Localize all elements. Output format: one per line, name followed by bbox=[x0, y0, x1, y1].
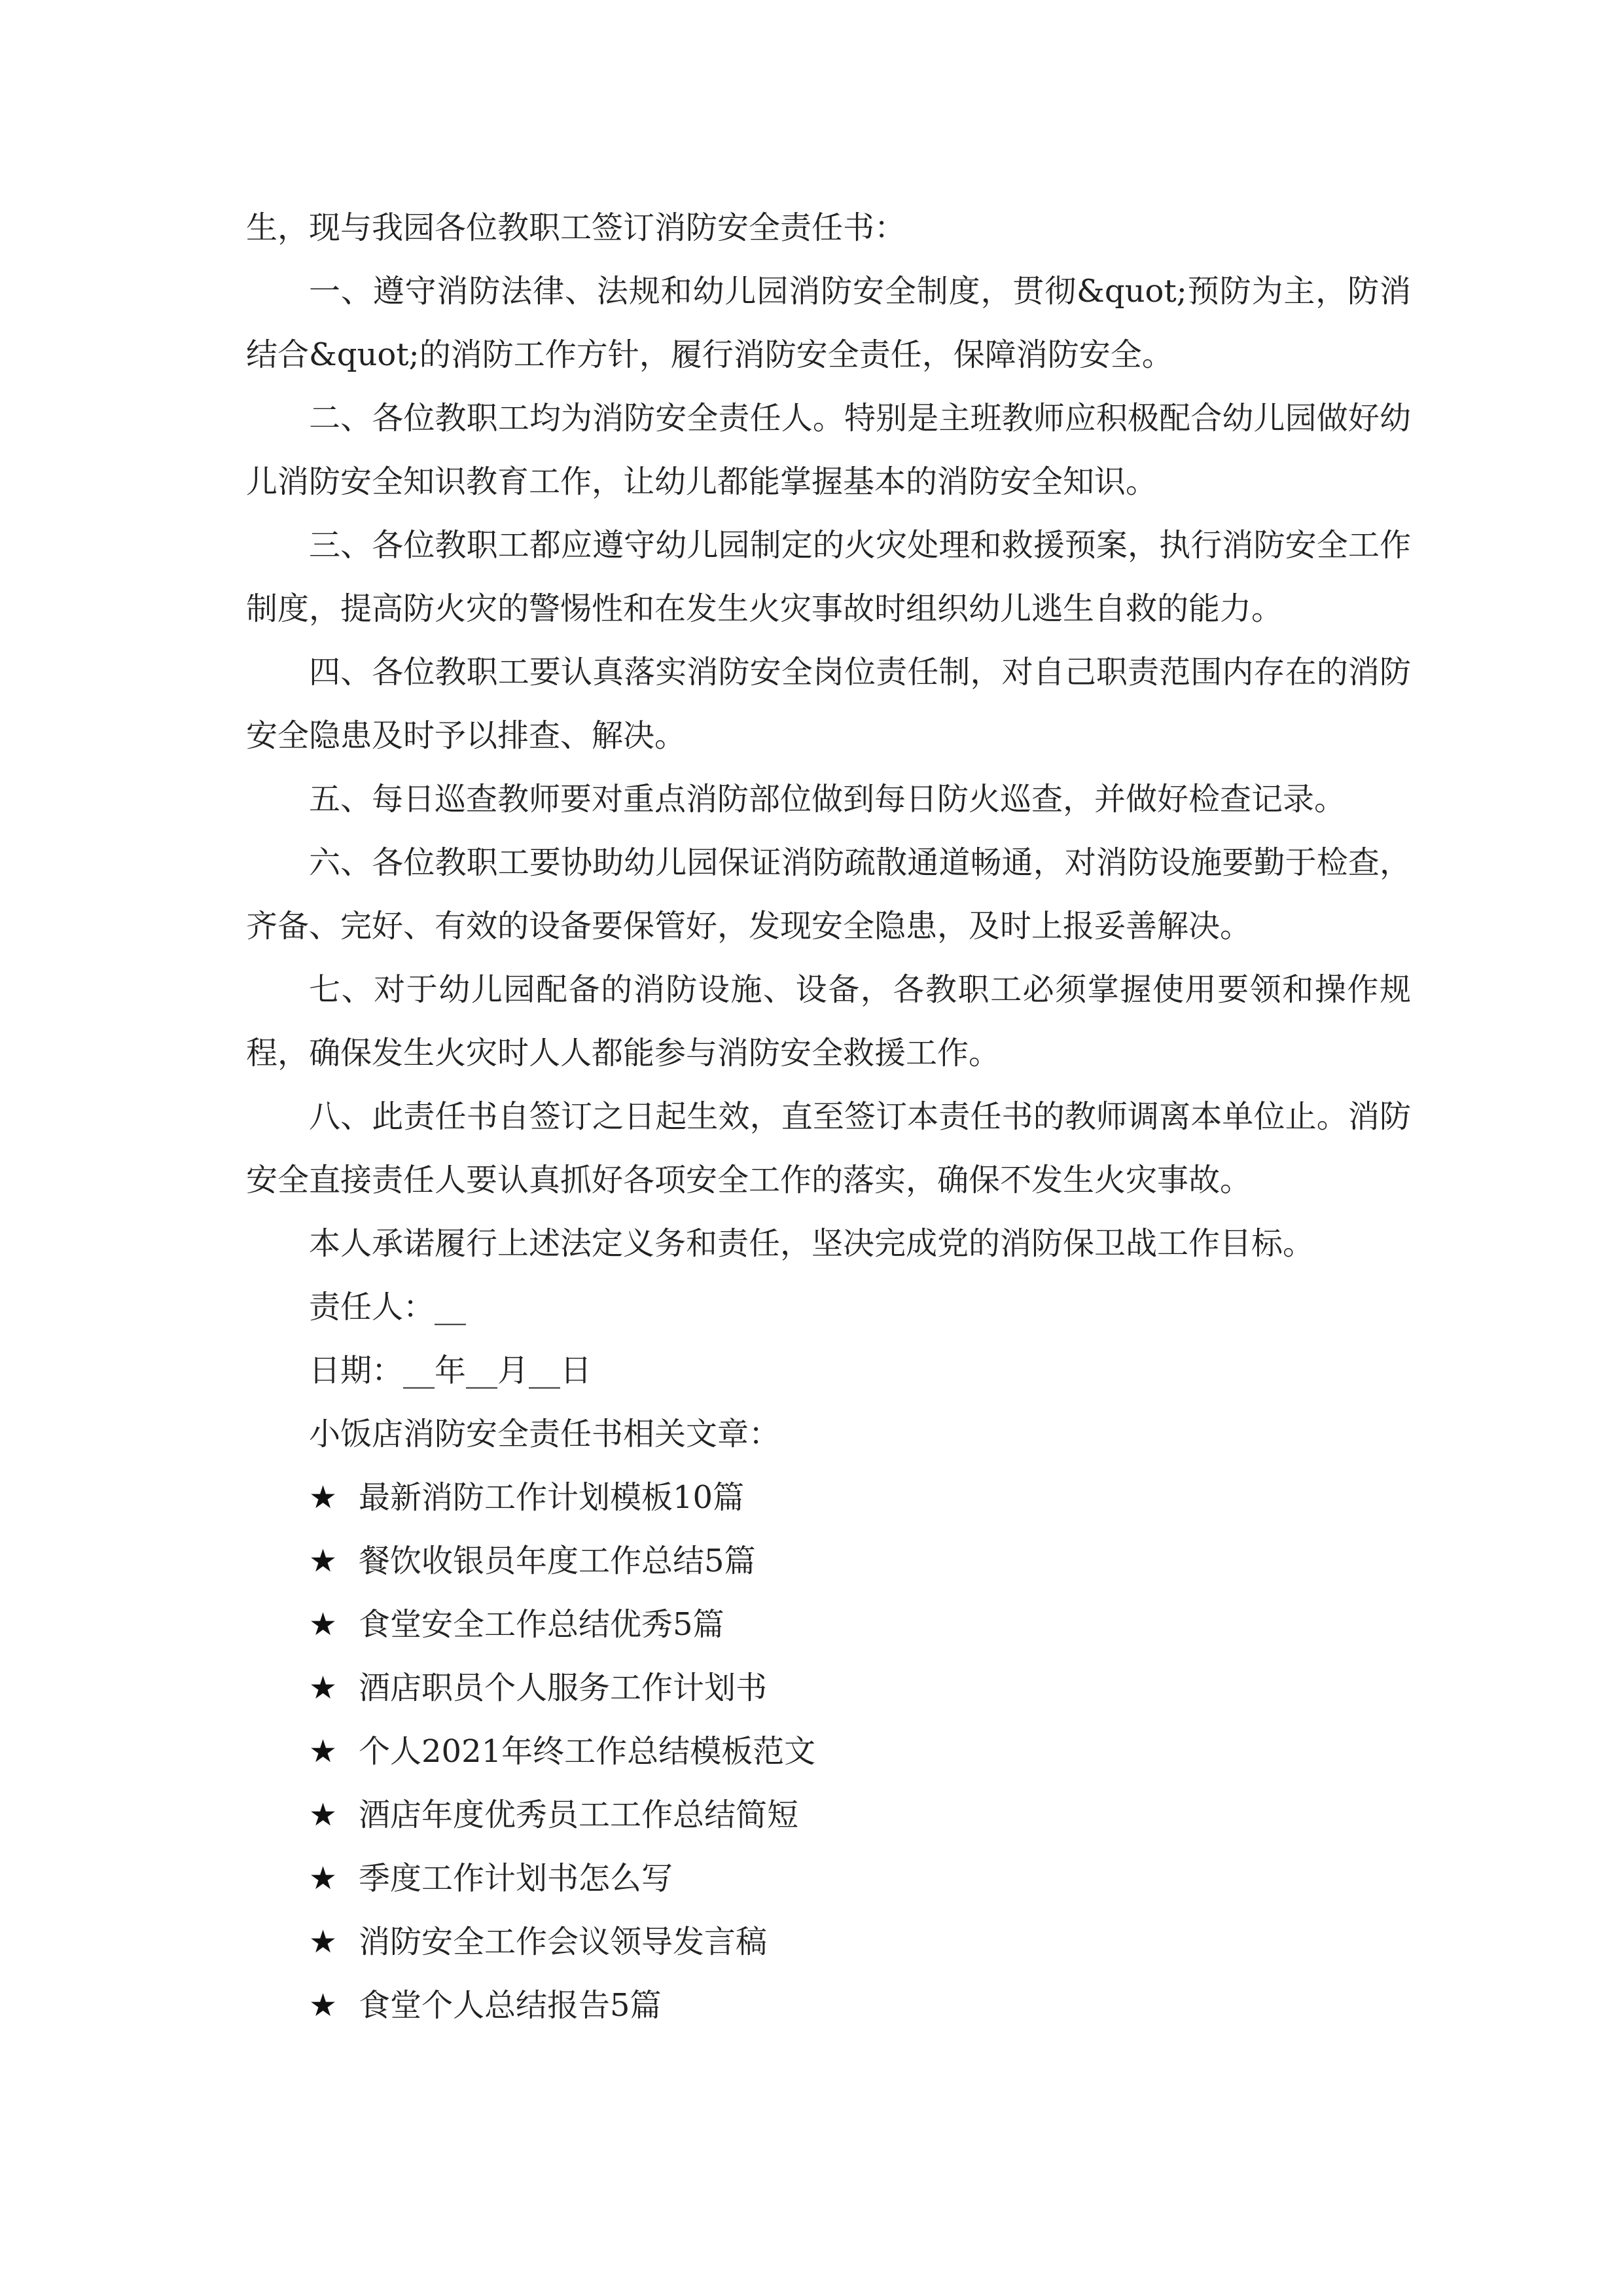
related-item[interactable] bbox=[246, 1657, 1411, 1720]
related-item[interactable] bbox=[246, 1974, 1411, 2037]
related-item[interactable] bbox=[246, 1466, 1411, 1530]
document-body bbox=[246, 196, 1411, 2037]
related-item[interactable] bbox=[246, 1720, 1411, 1784]
star-icon: ★ bbox=[309, 1670, 338, 1706]
clause-1: 一、遵守消防法律、法规和幼儿园消防安全制度，贯彻&quot;预防为主，防消结合&quot;的消防工作方针，履行消防安全责任，保障消防安全。 bbox=[246, 273, 1411, 373]
star-icon: ★ bbox=[309, 1797, 338, 1833]
clause-2: 二、各位教职工均为消防安全责任人。特别是主班教师应积极配合幼儿园做好幼儿消防安全知识教育工作，让幼儿都能掌握基本的消防安全知识。 bbox=[246, 400, 1411, 500]
related-item-title: 食堂安全工作总结优秀5篇 bbox=[359, 1606, 724, 1643]
related-list bbox=[246, 1466, 1411, 2037]
related-item-title: 季度工作计划书怎么写 bbox=[359, 1860, 673, 1897]
star-icon: ★ bbox=[309, 1733, 338, 1770]
commitment-statement: 本人承诺履行上述法定义务和责任，坚决完成党的消防保卫战工作目标。 bbox=[309, 1225, 1315, 1262]
related-item[interactable] bbox=[246, 1593, 1411, 1657]
related-item-title: 酒店年度优秀员工工作总结简短 bbox=[359, 1797, 799, 1833]
related-item-title: 个人2021年终工作总结模板范文 bbox=[359, 1733, 816, 1770]
clause-5: 五、每日巡查教师要对重点消防部位做到每日防火巡查，并做好检查记录。 bbox=[309, 781, 1346, 817]
star-icon: ★ bbox=[309, 1606, 338, 1643]
star-icon: ★ bbox=[309, 1860, 338, 1897]
related-item-title: 酒店职员个人服务工作计划书 bbox=[359, 1670, 768, 1706]
clause-3: 三、各位教职工都应遵守幼儿园制定的火灾处理和救援预案，执行消防安全工作制度，提高防火灾的警惕性和在发生火灾事故时组织幼儿逃生自救的能力。 bbox=[246, 527, 1411, 627]
star-icon: ★ bbox=[309, 1987, 338, 2024]
star-icon: ★ bbox=[309, 1479, 338, 1516]
signer-line: 责任人：__ bbox=[309, 1289, 467, 1325]
related-heading: 小饭店消防安全责任书相关文章： bbox=[309, 1416, 781, 1452]
related-item[interactable] bbox=[246, 1530, 1411, 1593]
related-item[interactable] bbox=[246, 1910, 1411, 1974]
clause-6: 六、各位教职工要协助幼儿园保证消防疏散通道畅通，对消防设施要勤于检查，齐备、完好、有效的设备要保管好，发现安全隐患，及时上报妥善解决。 bbox=[246, 844, 1411, 944]
related-item-title: 最新消防工作计划模板10篇 bbox=[359, 1479, 745, 1516]
star-icon: ★ bbox=[309, 1924, 338, 1960]
clause-7: 七、对于幼儿园配备的消防设施、设备，各教职工必须掌握使用要领和操作规程，确保发生火灾时人人都能参与消防安全救援工作。 bbox=[246, 971, 1411, 1071]
clause-4: 四、各位教职工要认真落实消防安全岗位责任制，对自己职责范围内存在的消防安全隐患及时予以排查、解决。 bbox=[246, 654, 1411, 754]
opening-line: 生，现与我园各位教职工签订消防安全责任书： bbox=[246, 209, 906, 246]
clause-8: 八、此责任书自签订之日起生效，直至签订本责任书的教师调离本单位止。消防安全直接责任人要认真抓好各项安全工作的落实，确保不发生火灾事故。 bbox=[246, 1098, 1411, 1198]
related-item-title: 食堂个人总结报告5篇 bbox=[359, 1987, 662, 2024]
related-item[interactable] bbox=[246, 1784, 1411, 1847]
related-item[interactable] bbox=[246, 1847, 1411, 1910]
star-icon: ★ bbox=[309, 1543, 338, 1579]
date-line: 日期：__年__月__日 bbox=[309, 1352, 592, 1389]
related-item-title: 消防安全工作会议领导发言稿 bbox=[359, 1924, 768, 1960]
related-item-title: 餐饮收银员年度工作总结5篇 bbox=[359, 1543, 756, 1579]
